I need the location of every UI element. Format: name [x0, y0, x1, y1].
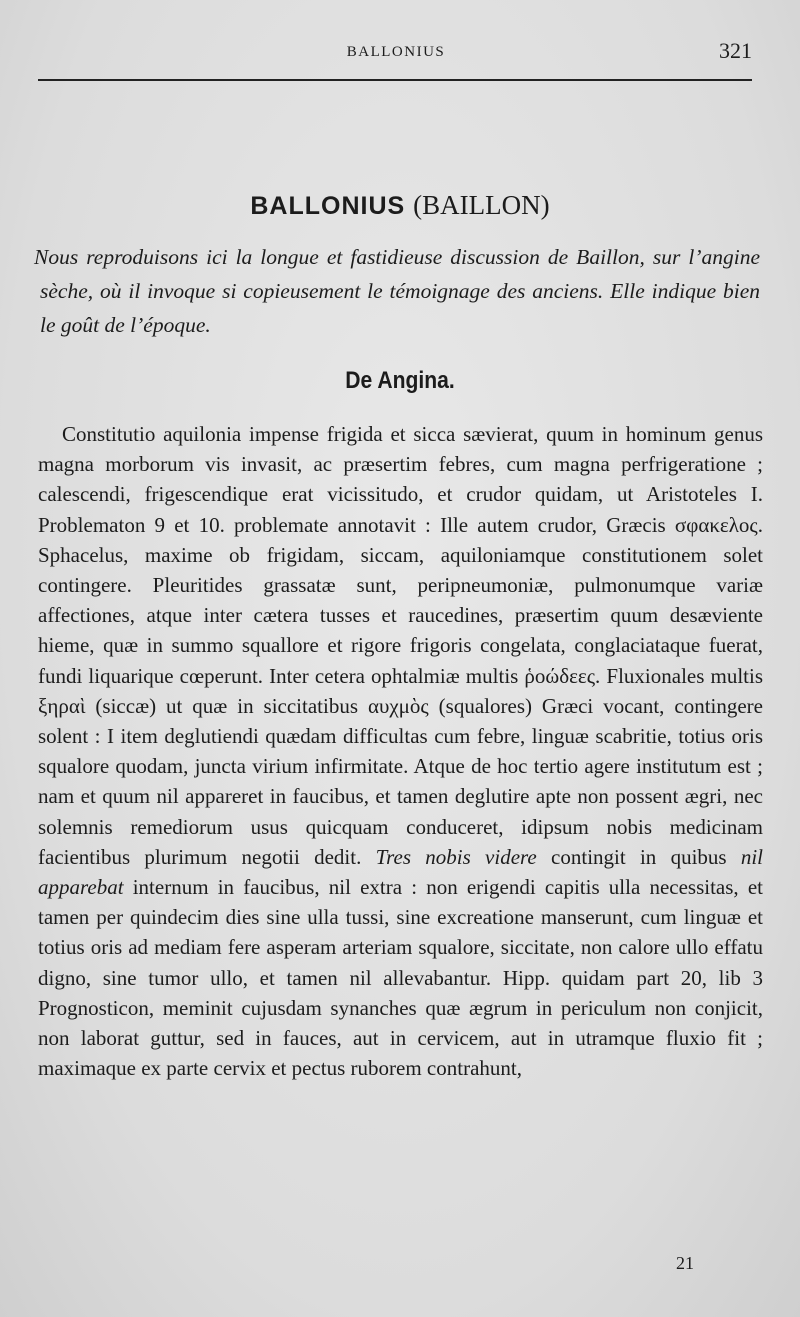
body-paragraph: [38, 419, 763, 1083]
header-rule: [38, 79, 752, 81]
editorial-note: [34, 240, 760, 342]
running-head: [40, 38, 752, 68]
body-italic-1: Tres nobis videre: [375, 844, 537, 869]
running-title: BALLONIUS: [346, 44, 446, 60]
signature-mark: 21: [676, 1253, 694, 1273]
body-text: [38, 419, 763, 1083]
chapter-heading-name: BALLONIUS: [250, 192, 406, 220]
body-italic-2: nil apparebat: [38, 844, 764, 900]
chapter-heading: [0, 190, 800, 221]
chapter-heading-alt-name: (BAILLON): [413, 190, 550, 220]
page-number: 321: [719, 38, 752, 63]
body-text-segment-3: internum in faucibus, nil extra : non erigendi capitis ulla necessitas, et tamen per quindecim dies sine ulla tussi, sine excreatione manserunt, cum linguæ et totius oris ad mediam fere asperam arteriam squalore, siccitate, non calore ullo effatu digno, sine tumor ullo, et tamen nil allevabantur. Hipp. quidam part 20, lib 3 Prognosticon, meminit cujusdam synanches quæ ægrum in periculum non conjicit, non laborat guttur, sed in fauces, aut in cervicem, aut in utramque fluxio fit ; maximaque ex parte cervix et pectus ruborem contrahunt,: [38, 875, 763, 1081]
editorial-note-text: Nous reproduisons ici la longue et fastidieuse discussion de Baillon, sur l’angine sèche, où il invoque si copieusement le témoignage des anciens. Elle indique bien le goût de l’époque.: [34, 245, 760, 337]
body-text-segment-2: contingit in quibus: [536, 844, 741, 869]
body-text-segment-1: Constitutio aquilonia impense frigida et sicca sævierat, quum in hominum genus magna morborum vis invasit, ac præsertim febres, cum magna perfrigeratione ; calescendi, frigescendique erat vicissitudo, et crudor quidam, ut Aristoteles I. Problematon 9 et 10. problemate annotavit : Ille autem crudor, Græcis σφακελος. Sphacelus, maxime ob frigidam, siccam, aquiloniamque constitutionem solet contingere. Pleuritides grassatæ sunt, peripneumoniæ, pulmonumque variæ affectiones, atque inter cætera tusses et raucedines, præsertim quum desæviente hieme, quæ in summo squallore et rigore frigoris congelata, conglaciataque fuerat, fundi liquarique cœperunt. Inter cetera ophtalmiæ multis ῥοώδεες. Fluxionales multis ξηραὶ (siccæ) ut quæ in siccitatibus αυχμὸς (squalores) Græci vocant, contingere solent : I item deglutiendi quædam difficultas cum febre, linguæ scabritie, totius oris squalore quodam, juncta virium infirmitate. Atque de hoc tertio agere institutum est ; nam et quum nil appareret in faucibus, et tamen deglutire apte non possent ægri, nec solemnis remediorum usus quicquam conduceret, idipsum nobis medicinam facientibus plurimum negotii dedit.: [38, 422, 763, 869]
section-title: De Angina.: [345, 367, 455, 394]
